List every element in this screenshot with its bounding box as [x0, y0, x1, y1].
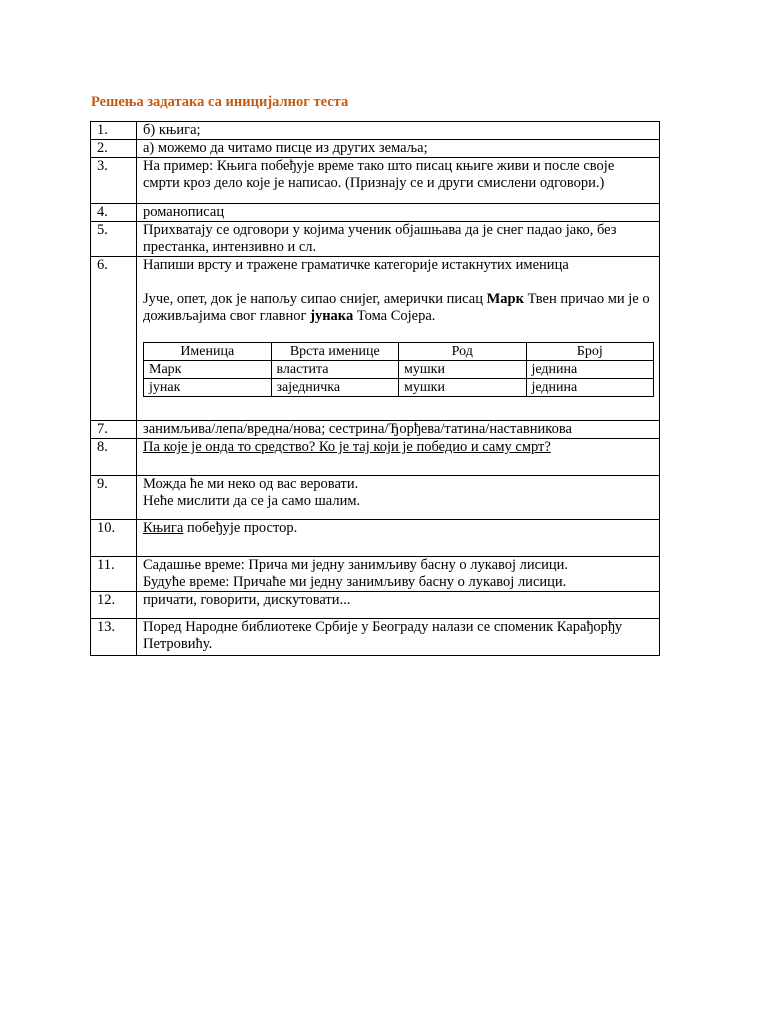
table-row — [91, 557, 660, 592]
row-number: 2. — [91, 140, 137, 158]
table-row — [91, 421, 660, 439]
row-answer: занимљива/лепа/вредна/нова; сестрина/Ђорђева/татина/наставникова — [137, 421, 660, 439]
bold-noun: Марк — [486, 291, 524, 307]
table-row — [91, 619, 660, 656]
cell: властита — [271, 361, 399, 379]
cell: мушки — [399, 379, 527, 397]
row-answer: Па које је онда то средство? Ко је тај који је победио и саму смрт? — [137, 439, 660, 476]
noun-table-header — [144, 343, 654, 361]
row-answer — [137, 257, 660, 421]
cell: мушки — [399, 361, 527, 379]
row-answer: Књига побеђује простор. — [137, 520, 660, 557]
row-number: 6. — [91, 257, 137, 421]
row-answer: Поред Народне библиотеке Србије у Београду налази се споменик Карађорђу Петровићу. — [137, 619, 660, 656]
bold-noun: јунака — [310, 308, 354, 324]
header-cell: Именица — [144, 343, 272, 361]
table-row — [91, 158, 660, 204]
row-number: 10. — [91, 520, 137, 557]
cell: једнина — [526, 379, 654, 397]
task-sentence: Јуче, опет, док је напољу сипао снијег, амерички писац Марк Твен причао ми је о доживљајима свог главног јунака Тома Сојера. — [143, 291, 650, 324]
row-answer: Садашње време: Прича ми једну занимљиву басну о лукавој лисици. Будуће време: Причаће ми једну занимљиву басну о лукавој лисици. — [137, 557, 660, 592]
task-instruction: Напиши врсту и тражене граматичке категорије истакнутих именица — [143, 257, 569, 273]
row-number: 4. — [91, 204, 137, 222]
row-answer: романописац — [137, 204, 660, 222]
table-row — [91, 140, 660, 158]
row-number: 8. — [91, 439, 137, 476]
row-number: 3. — [91, 158, 137, 204]
row-number: 13. — [91, 619, 137, 656]
header-cell: Број — [526, 343, 654, 361]
table-row — [91, 439, 660, 476]
noun-table-row — [144, 379, 654, 397]
row-number: 7. — [91, 421, 137, 439]
row-answer: Прихватају се одговори у којима ученик објашњава да је снег падао јако, без престанка, интензивно и сл. — [137, 222, 660, 257]
table-row — [91, 520, 660, 557]
page-title: Решења задатака са иницијалног теста — [91, 94, 349, 110]
table-row — [91, 257, 660, 421]
cell: Марк — [144, 361, 272, 379]
header-cell: Род — [399, 343, 527, 361]
header-cell: Врста именице — [271, 343, 399, 361]
noun-table-row — [144, 361, 654, 379]
row-number: 11. — [91, 557, 137, 592]
row-answer: б) књига; — [137, 122, 660, 140]
table-row — [91, 592, 660, 619]
cell: јунак — [144, 379, 272, 397]
table-row — [91, 222, 660, 257]
row-answer: причати, говорити, дискутовати... — [137, 592, 660, 619]
row-number: 5. — [91, 222, 137, 257]
table-row — [91, 204, 660, 222]
answers-table — [90, 121, 660, 656]
row-number: 9. — [91, 476, 137, 520]
row-answer: Можда ће ми неко од вас веровати. Неће мислити да се ја само шалим. — [137, 476, 660, 520]
cell: заједничка — [271, 379, 399, 397]
table-row — [91, 476, 660, 520]
table-row — [91, 122, 660, 140]
row-answer: а) можемо да читамо писце из других земаља; — [137, 140, 660, 158]
noun-table — [143, 342, 654, 397]
cell: једнина — [526, 361, 654, 379]
row-number: 1. — [91, 122, 137, 140]
row-answer: На пример: Књига побеђује време тако што писац књиге живи и после своје смрти кроз дело које је написао. (Признају се и други смислени одговори.) — [137, 158, 660, 204]
row-number: 12. — [91, 592, 137, 619]
